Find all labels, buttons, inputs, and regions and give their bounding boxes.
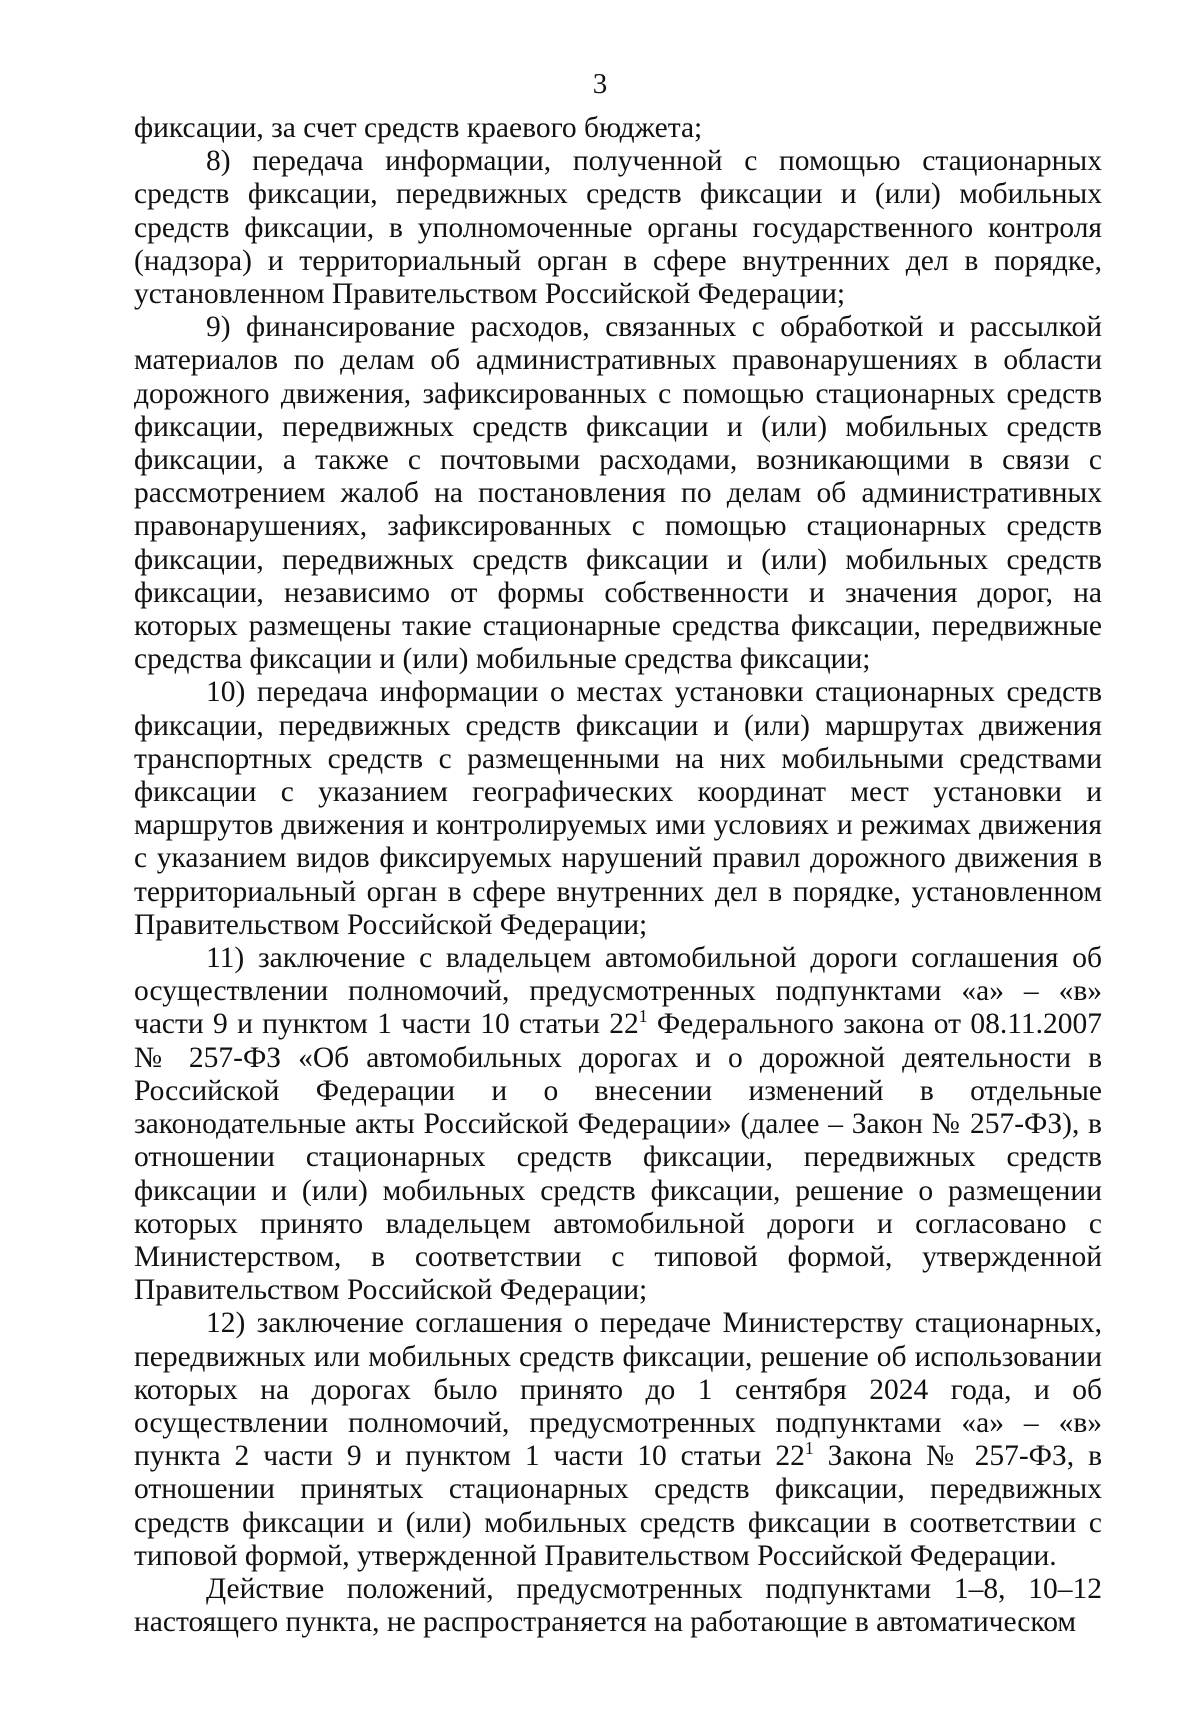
- paragraph-text: Закона № 257-ФЗ, в отношении принятых стационарных средств фиксации, передвижных средств фиксации и (или) мобильных средств фиксации в соответствии с типовой формой, утвержденной Правительством Российской Федерации.: [134, 1440, 1102, 1572]
- paragraph-text: фиксации, за счет средств краевого бюджета;: [134, 112, 703, 144]
- paragraph-text: Федерального закона от 08.11.2007 № 257-ФЗ «Об автомобильных дорогах и о дорожной деятельности в Российской Федерации и о внесении изменений в отдельные законодательные акты Российской Федерации» (далее – Закон № 257-ФЗ), в отношении стационарных средств фиксации, передвижных средств фиксации и (или) мобильных средств фиксации, решение о размещении которых принято владельцем автомобильной дороги и согласовано с Министерством, в соответствии с типовой формой, утвержденной Правительством Российской Федерации;: [134, 1008, 1102, 1307]
- paragraph: [134, 1307, 1102, 1573]
- paragraph-text: 9) финансирование расходов, связанных с обработкой и рассылкой материалов по делам об административных правонарушениях в области дорожного движения, зафиксированных с помощью стационарных средств фиксации, передвижных средств фиксации и (или) мобильных средств фиксации, а также с почтовыми расходами, возникающими в связи с рассмотрением жалоб на постановления по делам об административных правонарушениях, зафиксированных с помощью стационарных средств фиксации, передвижных средств фиксации и (или) мобильных средств фиксации, независимо от формы собственности и значения дорог, на которых размещены такие стационарные средства фиксации, передвижные средства фиксации и (или) мобильные средства фиксации;: [134, 311, 1102, 676]
- superscript: 1: [638, 1006, 648, 1027]
- superscript: 1: [804, 1438, 814, 1459]
- paragraph: [134, 145, 1102, 311]
- paragraph: [134, 676, 1102, 942]
- paragraph: [134, 942, 1102, 1307]
- paragraph-text: Действие положений, предусмотренных подпунктами 1–8, 10–12 настоящего пункта, не распространяется на работающие в автоматическом: [134, 1572, 1102, 1639]
- paragraph-text: 12) заключение соглашения о передаче Министерству стационарных, передвижных или мобильных средств фиксации, решение об использовании которых на дорогах было принято до 1 сентября 2024 года, и об осуществлении полномочий, предусмотренных подпунктами «а» – «в» пункта 2 части 9 и пунктом 1 части 10 статьи 22: [134, 1307, 1102, 1473]
- document-body: [134, 112, 1102, 1639]
- paragraph: [134, 311, 1102, 676]
- page-number: 3: [592, 68, 608, 100]
- paragraph: [134, 1573, 1102, 1639]
- paragraph: [134, 112, 1102, 145]
- paragraph-text: 8) передача информации, полученной с помощью стационарных средств фиксации, передвижных средств фиксации и (или) мобильных средств фиксации, в уполномоченные органы государственного контроля (надзора) и территориальный орган в сфере внутренних дел в порядке, установленном Правительством Российской Федерации;: [134, 145, 1102, 311]
- paragraph-text: 11) заключение с владельцем автомобильной дороги соглашения об осуществлении полномочий, предусмотренных подпунктами «а» – «в» части 9 и пунктом 1 части 10 статьи 22: [134, 942, 1102, 1041]
- paragraph-text: 10) передача информации о местах установки стационарных средств фиксации, передвижных средств фиксации и (или) маршрутах движения транспортных средств с размещенными на них мобильными средствами фиксации с указанием географических координат мест установки и маршрутов движения и контролируемых ими условиях и режимах движения с указанием видов фиксируемых нарушений правил дорожного движения в территориальный орган в сфере внутренних дел в порядке, установленном Правительством Российской Федерации;: [134, 676, 1102, 941]
